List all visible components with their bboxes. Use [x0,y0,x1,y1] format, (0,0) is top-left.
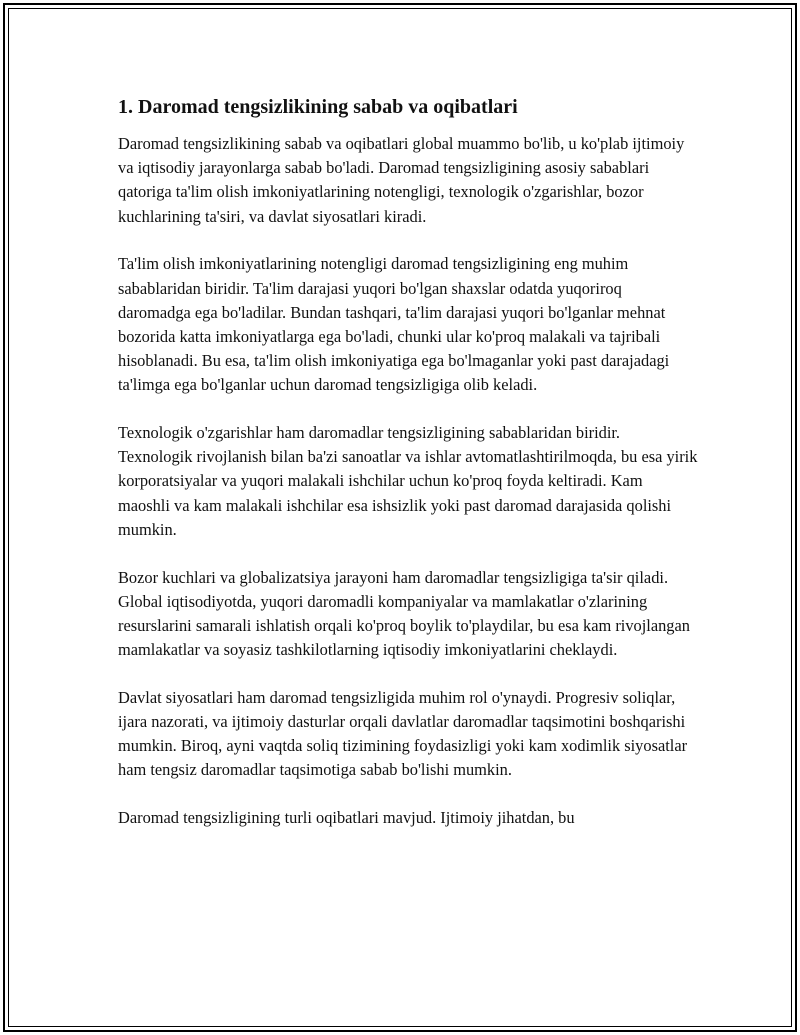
paragraph-technology: Texnologik o'zgarishlar ham daromadlar tengsizligining sabablaridan biridir. Texnologik rivojlanish bilan ba'zi sanoatlar va ishlar avtomatlashtirilmoqda, bu esa yirik korporatsiyalar va yuqori malakali ishchilar uchun ko'proq foyda keltiradi. Kam maoshli va kam malakali ishchilar esa ishsizlik yoki past daromad darajasida qolishi mumkin. [118,423,698,539]
document-body [118,94,698,854]
paragraph-intro: Daromad tengsizlikining sabab va oqibatlari global muammo bo'lib, u ko'plab ijtimoiy va iqtisodiy jarayonlarga sabab bo'ladi. Daromad tengsizligining asosiy sabablari qatoriga ta'lim olish imkoniyatlarining notengligi, texnologik o'zgarishlar, bozor kuchlarining ta'siri, va davlat siyosatlari kiradi. [118,134,685,226]
section-heading: 1. Daromad tengsizlikining sabab va oqibatlari [118,96,518,118]
paragraph-market-forces: Bozor kuchlari va globalizatsiya jarayoni ham daromadlar tengsizligiga ta'sir qiladi. Global iqtisodiyotda, yuqori daromadli kompaniyalar va mamlakatlar o'zlarining resurslarini samarali ishlatish orqali ko'proq boylik to'playdilar, bu esa kam rivojlangan mamlakatlar va soyasiz tashkilotlarning iqtisodiy imkoniyatlarini cheklaydi. [118,567,690,660]
paragraph-education: Ta'lim olish imkoniyatlarining notengligi daromad tengsizligining eng muhim sabablaridan biridir. Ta'lim darajasi yuqori bo'lgan shaxslar odatda yuqoriroq daromadga ega bo'ladilar. Bundan tashqari, ta'lim darajasi yuqori bo'lganlar mehnat bozorida katta imkoniyatlarga ega bo'ladi, chunki ular ko'proq malakali va tajribali hisoblanadi. Bu esa, ta'lim olish imkoniyatiga ega bo'lmaganlar yoki past darajadagi ta'limga ega bo'lganlar uchun daromad tengsizligiga olib keladi. [118,254,670,395]
paragraph-consequences: Daromad tengsizligining turli oqibatlari mavjud. Ijtimoiy jihatdan, bu [118,808,575,828]
paragraph-state-policy: Davlat siyosatlari ham daromad tengsizligida muhim rol o'ynaydi. Progresiv soliqlar, ijara nazorati, va ijtimoiy dasturlar orqali davlatlar daromadlar taqsimotini boshqarishi mumkin. Biroq, ayni vaqtda soliq tizimining foydasizligi yoki kam xodimlik siyosatlar ham tengsiz daromadlar taqsimotiga sabab bo'lishi mumkin. [118,687,688,780]
